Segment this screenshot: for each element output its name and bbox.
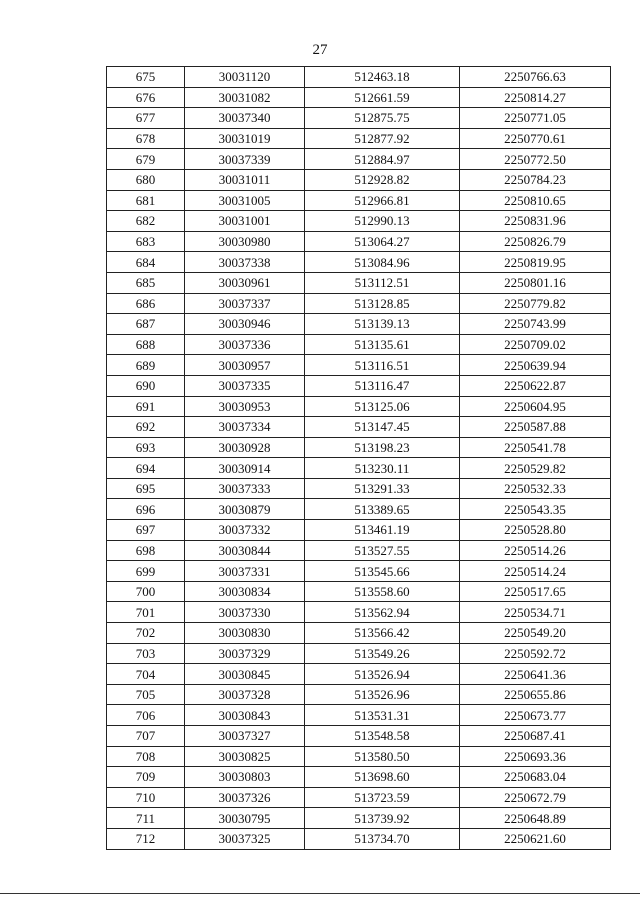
point-index-cell: 693 — [107, 437, 185, 458]
table-row — [107, 190, 611, 211]
x-coordinate-cell: 513531.31 — [305, 705, 460, 726]
point-id-cell: 30037331 — [185, 561, 305, 582]
x-coordinate-cell: 513291.33 — [305, 478, 460, 499]
x-coordinate-cell: 513064.27 — [305, 231, 460, 252]
y-coordinate-cell: 2250814.27 — [460, 87, 611, 108]
y-coordinate-cell: 2250709.02 — [460, 334, 611, 355]
table-row — [107, 458, 611, 479]
point-id-cell: 30030845 — [185, 664, 305, 685]
table-row — [107, 231, 611, 252]
table-row — [107, 602, 611, 623]
point-id-cell: 30037332 — [185, 520, 305, 541]
table-row — [107, 623, 611, 644]
table-row — [107, 211, 611, 232]
y-coordinate-cell: 2250683.04 — [460, 767, 611, 788]
y-coordinate-cell: 2250517.65 — [460, 581, 611, 602]
y-coordinate-cell: 2250604.95 — [460, 396, 611, 417]
y-coordinate-cell: 2250514.24 — [460, 561, 611, 582]
table-row — [107, 375, 611, 396]
y-coordinate-cell: 2250743.99 — [460, 314, 611, 335]
y-coordinate-cell: 2250641.36 — [460, 664, 611, 685]
point-id-cell: 30030803 — [185, 767, 305, 788]
x-coordinate-cell: 512990.13 — [305, 211, 460, 232]
x-coordinate-cell: 513116.47 — [305, 375, 460, 396]
y-coordinate-cell: 2250770.61 — [460, 128, 611, 149]
point-index-cell: 691 — [107, 396, 185, 417]
x-coordinate-cell: 513545.66 — [305, 561, 460, 582]
point-index-cell: 678 — [107, 128, 185, 149]
x-coordinate-cell: 513147.45 — [305, 417, 460, 438]
x-coordinate-cell: 513562.94 — [305, 602, 460, 623]
y-coordinate-cell: 2250831.96 — [460, 211, 611, 232]
point-id-cell: 30030834 — [185, 581, 305, 602]
point-index-cell: 692 — [107, 417, 185, 438]
x-coordinate-cell: 512463.18 — [305, 67, 460, 88]
table-row — [107, 293, 611, 314]
y-coordinate-cell: 2250549.20 — [460, 623, 611, 644]
table-row — [107, 767, 611, 788]
table-row — [107, 87, 611, 108]
point-index-cell: 690 — [107, 375, 185, 396]
y-coordinate-cell: 2250672.79 — [460, 787, 611, 808]
table-row — [107, 478, 611, 499]
point-id-cell: 30030879 — [185, 499, 305, 520]
x-coordinate-cell: 513526.96 — [305, 684, 460, 705]
point-index-cell: 681 — [107, 190, 185, 211]
y-coordinate-cell: 2250655.86 — [460, 684, 611, 705]
y-coordinate-cell: 2250639.94 — [460, 355, 611, 376]
table-row — [107, 705, 611, 726]
point-index-cell: 697 — [107, 520, 185, 541]
point-index-cell: 701 — [107, 602, 185, 623]
point-index-cell: 708 — [107, 746, 185, 767]
point-id-cell: 30030946 — [185, 314, 305, 335]
point-index-cell: 705 — [107, 684, 185, 705]
y-coordinate-cell: 2250779.82 — [460, 293, 611, 314]
x-coordinate-cell: 513739.92 — [305, 808, 460, 829]
table-row — [107, 499, 611, 520]
x-coordinate-cell: 513389.65 — [305, 499, 460, 520]
x-coordinate-cell: 512661.59 — [305, 87, 460, 108]
point-id-cell: 30037328 — [185, 684, 305, 705]
point-id-cell: 30030843 — [185, 705, 305, 726]
table-row — [107, 437, 611, 458]
table-row — [107, 67, 611, 88]
point-index-cell: 698 — [107, 540, 185, 561]
point-index-cell: 688 — [107, 334, 185, 355]
x-coordinate-cell: 512877.92 — [305, 128, 460, 149]
point-index-cell: 706 — [107, 705, 185, 726]
coordinate-table — [106, 66, 611, 850]
table-row — [107, 417, 611, 438]
point-index-cell: 709 — [107, 767, 185, 788]
point-id-cell: 30037326 — [185, 787, 305, 808]
point-id-cell: 30030825 — [185, 746, 305, 767]
y-coordinate-cell: 2250543.35 — [460, 499, 611, 520]
point-index-cell: 682 — [107, 211, 185, 232]
point-id-cell: 30030914 — [185, 458, 305, 479]
table-row — [107, 684, 611, 705]
point-index-cell: 684 — [107, 252, 185, 273]
x-coordinate-cell: 513112.51 — [305, 272, 460, 293]
point-id-cell: 30031005 — [185, 190, 305, 211]
table-row — [107, 540, 611, 561]
x-coordinate-cell: 512875.75 — [305, 108, 460, 129]
x-coordinate-cell: 513084.96 — [305, 252, 460, 273]
point-index-cell: 703 — [107, 643, 185, 664]
table-row — [107, 149, 611, 170]
y-coordinate-cell: 2250622.87 — [460, 375, 611, 396]
table-row — [107, 314, 611, 335]
point-index-cell: 675 — [107, 67, 185, 88]
point-index-cell: 699 — [107, 561, 185, 582]
table-row — [107, 355, 611, 376]
y-coordinate-cell: 2250693.36 — [460, 746, 611, 767]
table-row — [107, 726, 611, 747]
x-coordinate-cell: 513566.42 — [305, 623, 460, 644]
point-id-cell: 30030961 — [185, 272, 305, 293]
point-index-cell: 686 — [107, 293, 185, 314]
table-row — [107, 828, 611, 849]
point-id-cell: 30037340 — [185, 108, 305, 129]
x-coordinate-cell: 512884.97 — [305, 149, 460, 170]
point-index-cell: 695 — [107, 478, 185, 499]
point-id-cell: 30031019 — [185, 128, 305, 149]
page-number: 27 — [312, 42, 328, 58]
point-index-cell: 677 — [107, 108, 185, 129]
point-index-cell: 711 — [107, 808, 185, 829]
x-coordinate-cell: 513461.19 — [305, 520, 460, 541]
point-index-cell: 696 — [107, 499, 185, 520]
point-index-cell: 680 — [107, 169, 185, 190]
point-id-cell: 30037333 — [185, 478, 305, 499]
x-coordinate-cell: 513526.94 — [305, 664, 460, 685]
point-id-cell: 30037329 — [185, 643, 305, 664]
point-index-cell: 712 — [107, 828, 185, 849]
x-coordinate-cell: 513580.50 — [305, 746, 460, 767]
x-coordinate-cell: 513558.60 — [305, 581, 460, 602]
x-coordinate-cell: 513135.61 — [305, 334, 460, 355]
table-row — [107, 169, 611, 190]
point-index-cell: 710 — [107, 787, 185, 808]
x-coordinate-cell: 513734.70 — [305, 828, 460, 849]
point-id-cell: 30037335 — [185, 375, 305, 396]
table-row — [107, 128, 611, 149]
point-id-cell: 30037337 — [185, 293, 305, 314]
point-id-cell: 30037327 — [185, 726, 305, 747]
x-coordinate-cell: 513198.23 — [305, 437, 460, 458]
page-bottom-rule — [0, 893, 640, 894]
table-row — [107, 664, 611, 685]
point-id-cell: 30037338 — [185, 252, 305, 273]
x-coordinate-cell: 512928.82 — [305, 169, 460, 190]
point-id-cell: 30031120 — [185, 67, 305, 88]
x-coordinate-cell: 513139.13 — [305, 314, 460, 335]
x-coordinate-cell: 513125.06 — [305, 396, 460, 417]
table-row — [107, 272, 611, 293]
y-coordinate-cell: 2250801.16 — [460, 272, 611, 293]
table-row — [107, 396, 611, 417]
y-coordinate-cell: 2250529.82 — [460, 458, 611, 479]
point-id-cell: 30037325 — [185, 828, 305, 849]
y-coordinate-cell: 2250534.71 — [460, 602, 611, 623]
y-coordinate-cell: 2250766.63 — [460, 67, 611, 88]
point-id-cell: 30031001 — [185, 211, 305, 232]
x-coordinate-cell: 513230.11 — [305, 458, 460, 479]
y-coordinate-cell: 2250819.95 — [460, 252, 611, 273]
y-coordinate-cell: 2250687.41 — [460, 726, 611, 747]
x-coordinate-cell: 513116.51 — [305, 355, 460, 376]
y-coordinate-cell: 2250514.26 — [460, 540, 611, 561]
y-coordinate-cell: 2250541.78 — [460, 437, 611, 458]
point-index-cell: 683 — [107, 231, 185, 252]
point-index-cell: 679 — [107, 149, 185, 170]
point-index-cell: 694 — [107, 458, 185, 479]
point-id-cell: 30030980 — [185, 231, 305, 252]
y-coordinate-cell: 2250592.72 — [460, 643, 611, 664]
x-coordinate-cell: 513549.26 — [305, 643, 460, 664]
point-id-cell: 30037336 — [185, 334, 305, 355]
y-coordinate-cell: 2250528.80 — [460, 520, 611, 541]
table-row — [107, 643, 611, 664]
y-coordinate-cell: 2250532.33 — [460, 478, 611, 499]
y-coordinate-cell: 2250648.89 — [460, 808, 611, 829]
x-coordinate-cell: 513723.59 — [305, 787, 460, 808]
point-id-cell: 30031082 — [185, 87, 305, 108]
table-row — [107, 746, 611, 767]
y-coordinate-cell: 2250673.77 — [460, 705, 611, 726]
point-index-cell: 700 — [107, 581, 185, 602]
point-id-cell: 30030844 — [185, 540, 305, 561]
point-id-cell: 30030957 — [185, 355, 305, 376]
table-row — [107, 520, 611, 541]
point-id-cell: 30030795 — [185, 808, 305, 829]
point-index-cell: 704 — [107, 664, 185, 685]
point-index-cell: 685 — [107, 272, 185, 293]
point-index-cell: 707 — [107, 726, 185, 747]
point-index-cell: 702 — [107, 623, 185, 644]
point-id-cell: 30030953 — [185, 396, 305, 417]
table-row — [107, 561, 611, 582]
y-coordinate-cell: 2250621.60 — [460, 828, 611, 849]
point-id-cell: 30037330 — [185, 602, 305, 623]
x-coordinate-cell: 513698.60 — [305, 767, 460, 788]
table-row — [107, 808, 611, 829]
table-row — [107, 334, 611, 355]
point-index-cell: 689 — [107, 355, 185, 376]
table-row — [107, 108, 611, 129]
point-id-cell: 30037339 — [185, 149, 305, 170]
x-coordinate-cell: 513548.58 — [305, 726, 460, 747]
y-coordinate-cell: 2250771.05 — [460, 108, 611, 129]
point-id-cell: 30031011 — [185, 169, 305, 190]
point-index-cell: 687 — [107, 314, 185, 335]
y-coordinate-cell: 2250784.23 — [460, 169, 611, 190]
x-coordinate-cell: 513527.55 — [305, 540, 460, 561]
y-coordinate-cell: 2250587.88 — [460, 417, 611, 438]
x-coordinate-cell: 513128.85 — [305, 293, 460, 314]
table-row — [107, 581, 611, 602]
point-id-cell: 30030830 — [185, 623, 305, 644]
point-id-cell: 30037334 — [185, 417, 305, 438]
coordinate-table-body — [107, 67, 611, 850]
table-row — [107, 787, 611, 808]
point-index-cell: 676 — [107, 87, 185, 108]
point-id-cell: 30030928 — [185, 437, 305, 458]
y-coordinate-cell: 2250810.65 — [460, 190, 611, 211]
table-row — [107, 252, 611, 273]
y-coordinate-cell: 2250772.50 — [460, 149, 611, 170]
y-coordinate-cell: 2250826.79 — [460, 231, 611, 252]
x-coordinate-cell: 512966.81 — [305, 190, 460, 211]
